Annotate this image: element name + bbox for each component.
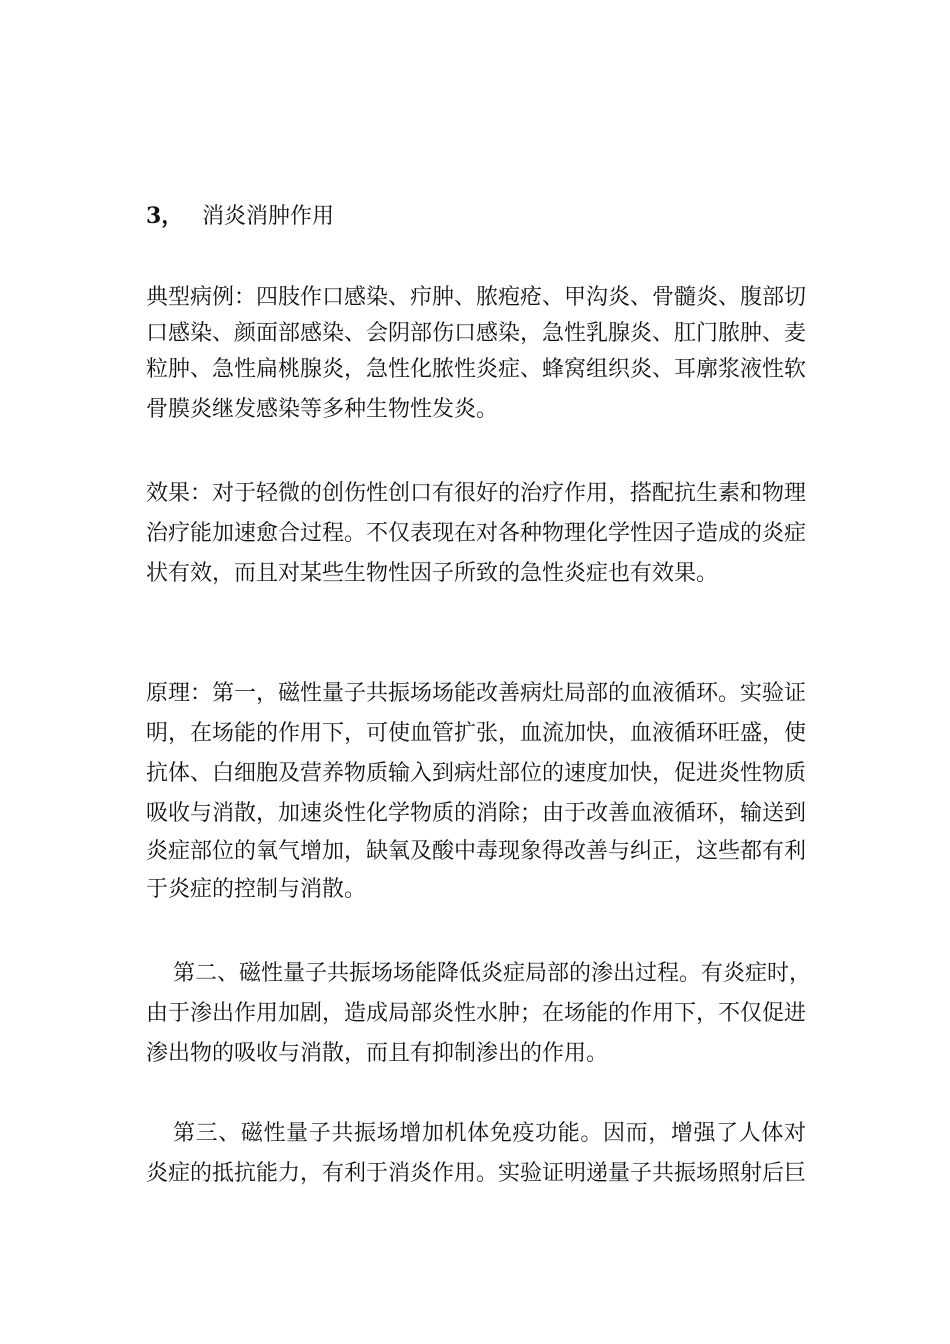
section-heading: [146, 198, 334, 235]
paragraph-line: 原理：第一，磁性量子共振场场能改善病灶局部的血液循环。实验证: [146, 681, 807, 706]
paragraph-line: 于炎症的控制与消散。: [146, 877, 367, 902]
paragraph-line: 骨膜炎继发感染等多种生物性发炎。: [146, 397, 499, 422]
paragraph-line: 第三、磁性量子共振场增加机体免疫功能。因而，增强了人体对: [173, 1121, 806, 1146]
paragraph-line: 粒肿、急性扁桃腺炎，急性化脓性炎症、蜂窝组织炎、耳廓浆液性软: [146, 357, 807, 382]
paragraph-line: 吸收与消散，加速炎性化学物质的消除；由于改善血液循环，输送到: [146, 801, 807, 826]
paragraph-line: 炎症的抵抗能力，有利于消炎作用。实验证明递量子共振场照射后巨: [146, 1161, 807, 1186]
paragraph-line: 典型病例：四肢作口感染、疖肿、脓疱疮、甲沟炎、骨髓炎、腹部切: [146, 285, 807, 310]
paragraph-line: 渗出物的吸收与消散，而且有抑制渗出的作用。: [146, 1041, 609, 1066]
paragraph-line: 状有效，而且对某些生物性因子所致的急性炎症也有效果。: [146, 561, 719, 586]
section-title: 消炎消肿作用: [202, 204, 335, 229]
paragraph-line: 明，在场能的作用下，可使血管扩张，血流加快，血液循环旺盛，使: [146, 721, 807, 746]
paragraph-line: 由于渗出作用加剧，造成局部炎性水肿；在场能的作用下，不仅促进: [146, 1001, 807, 1026]
section-number: 3，: [146, 203, 184, 229]
paragraph-line: 第二、磁性量子共振场场能降低炎症局部的渗出过程。有炎症时，: [173, 961, 812, 986]
paragraph-line: 抗体、白细胞及营养物质输入到病灶部位的速度加快，促进炎性物质: [146, 761, 807, 786]
paragraph-line: 炎症部位的氧气增加，缺氧及酸中毒现象得改善与纠正，这些都有利: [146, 839, 807, 864]
paragraph-line: 效果：对于轻微的创伤性创口有很好的治疗作用，搭配抗生素和物理: [146, 481, 807, 506]
paragraph-line: 口感染、颜面部感染、会阴部伤口感染，急性乳腺炎、肛门脓肿、麦: [146, 321, 807, 346]
paragraph-line: 治疗能加速愈合过程。不仅表现在对各种物理化学性因子造成的炎症: [146, 521, 807, 546]
